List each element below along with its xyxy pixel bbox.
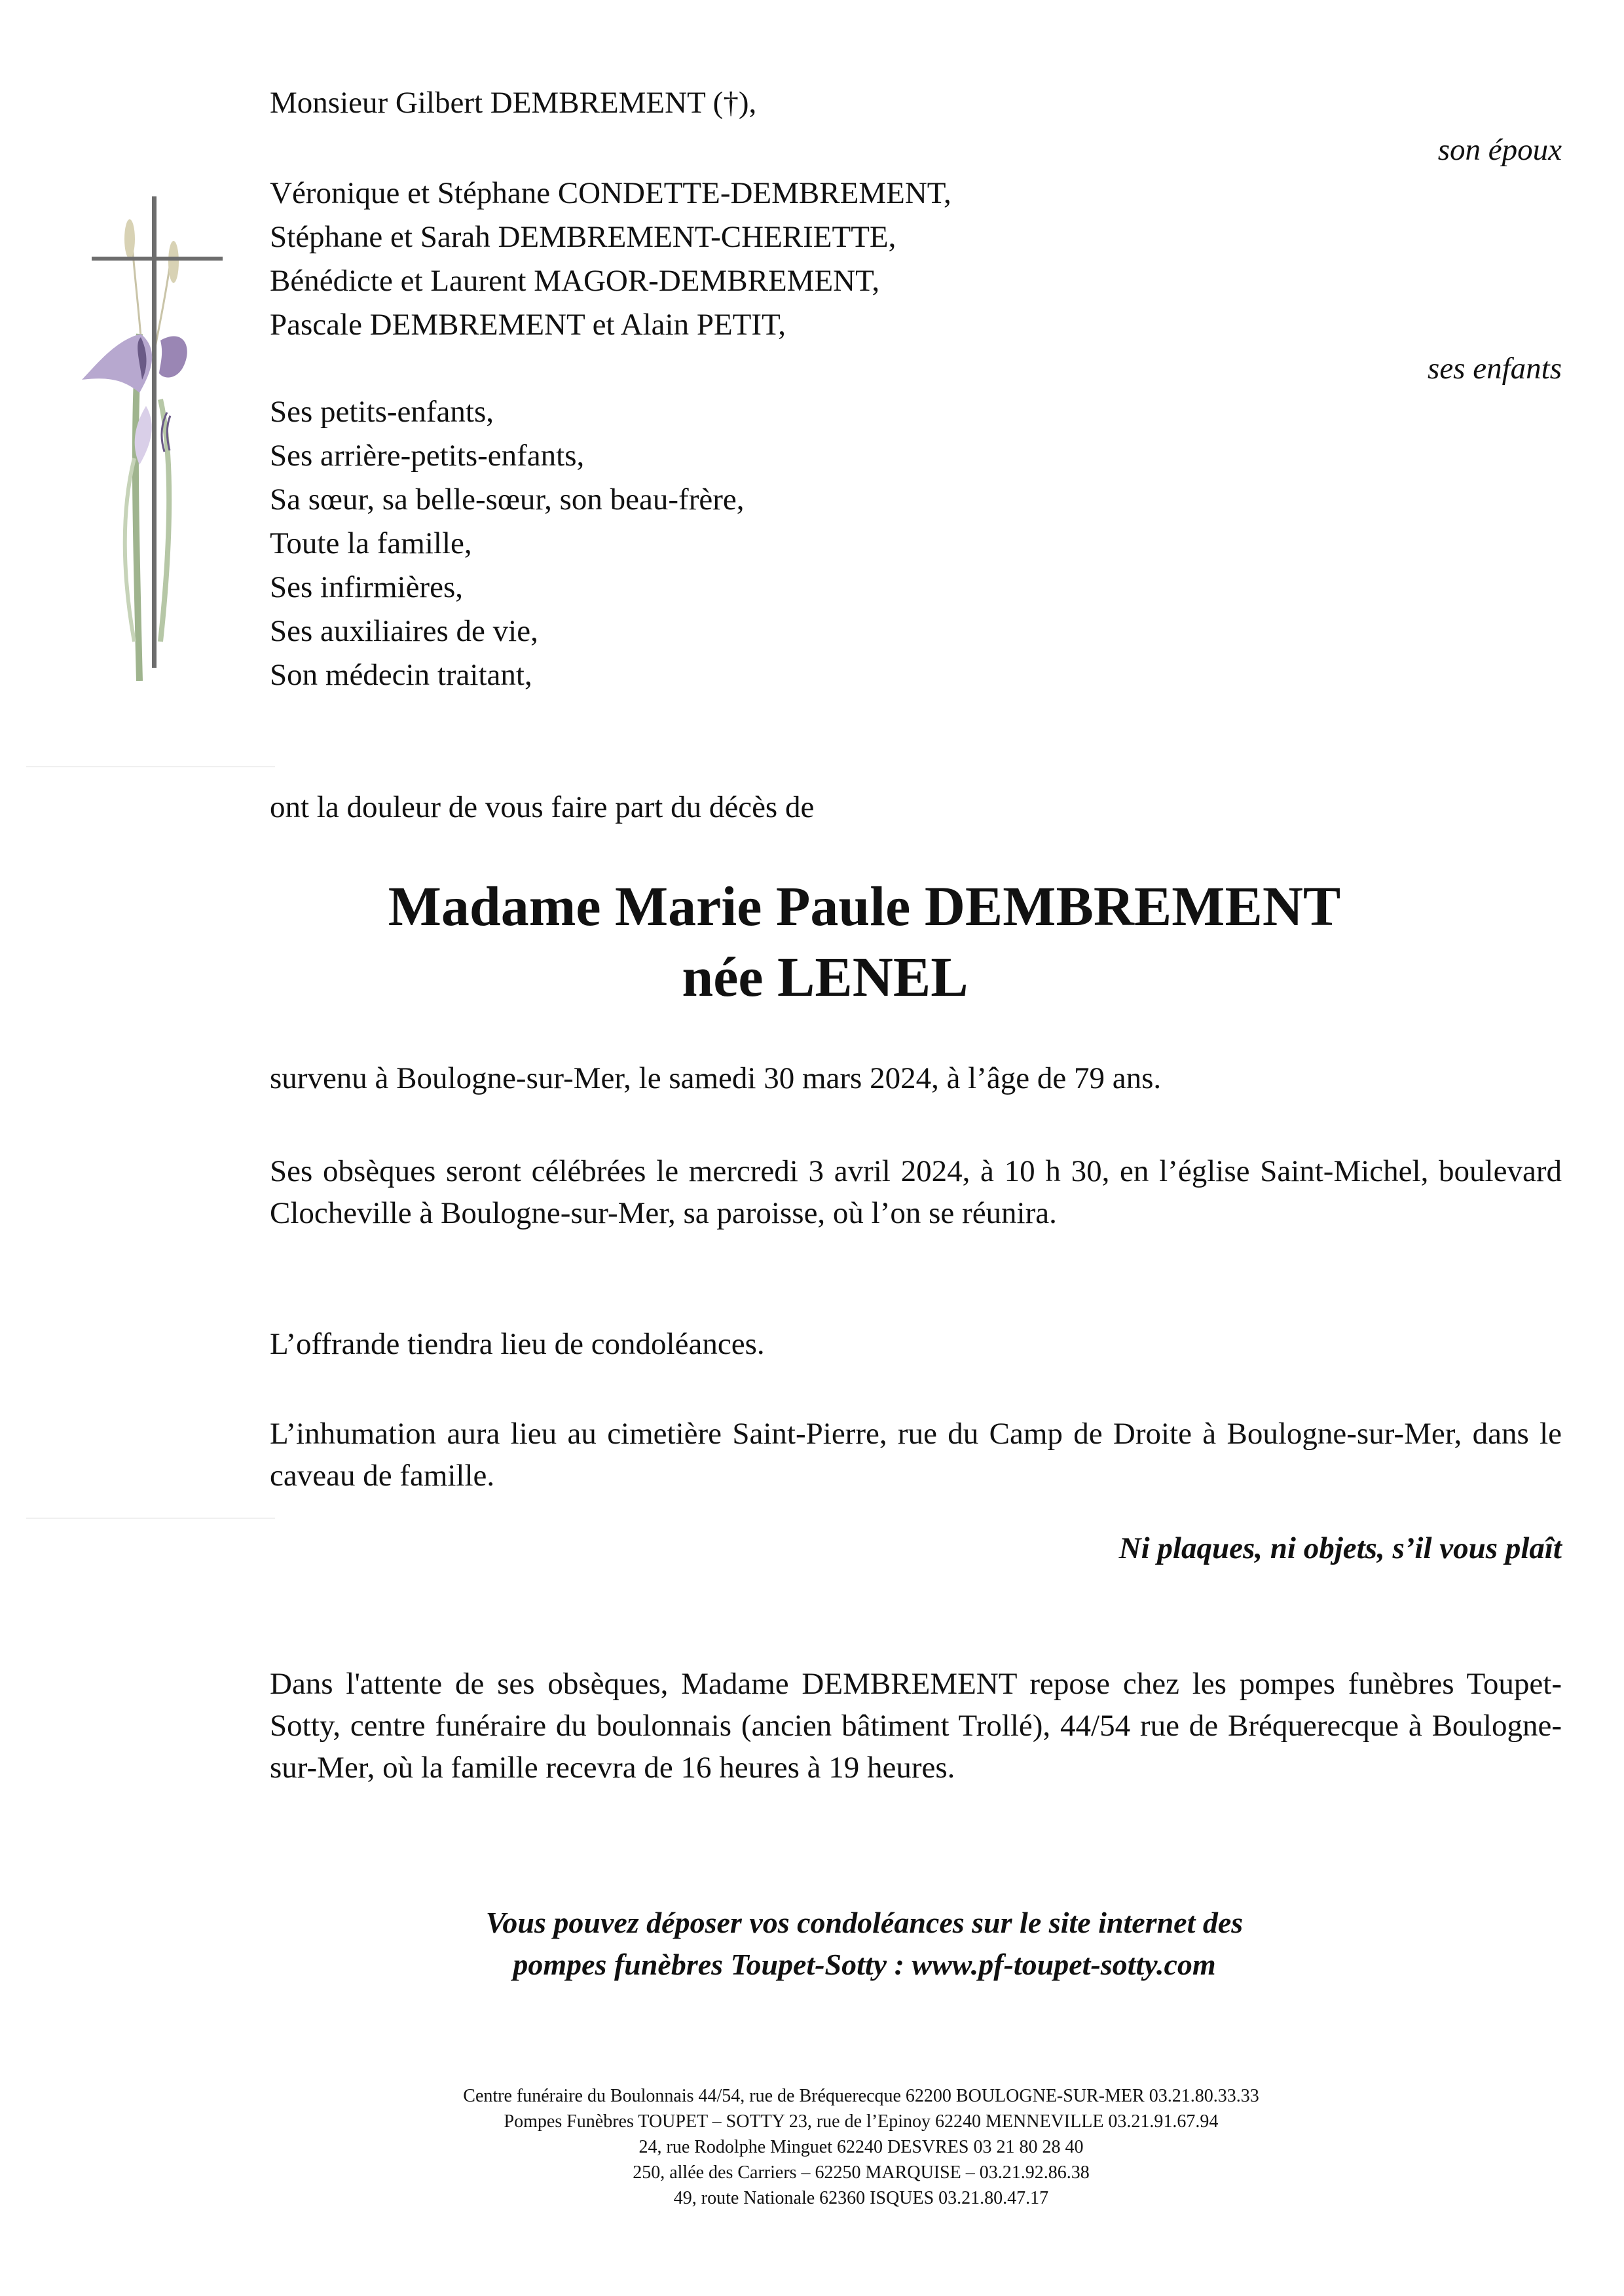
- condolences-line: Vous pouvez déposer vos condoléances sur le site internet des: [485, 1906, 1244, 1939]
- burial-paragraph: L’inhumation aura lieu au cimetière Saint-Pierre, rue du Camp de Droite à Boulogne-sur-Mer, dans le caveau de famille.: [270, 1417, 1562, 1493]
- relative-line: Son médecin traitant,: [270, 658, 532, 692]
- repose-paragraph: Dans l'attente de ses obsèques, Madame DEMBREMENT repose chez les pompes funèbres Toupet-Sotty, centre funéraire du boulonnais (ancien bâtiment Trollé), 44/54 rue de Bréquerecque à Boulogne-sur-Mer, où la famille recevra de 16 heures à 19 heures.: [270, 1667, 1562, 1785]
- relative-line: Ses arrière-petits-enfants,: [270, 439, 585, 473]
- deceased-name: Madame Marie Paule DEMBREMENT: [388, 875, 1341, 938]
- death-line: survenu à Boulogne-sur-Mer, le samedi 30 mars 2024, à l’âge de 79 ans.: [270, 1061, 1162, 1095]
- footer-line: 250, allée des Carriers – 62250 MARQUISE – 03.21.92.86.38: [633, 2162, 1090, 2183]
- child-line: Pascale DEMBREMENT et Alain PETIT,: [270, 308, 786, 342]
- children-role: ses enfants: [1428, 352, 1562, 386]
- footer-line: 24, rue Rodolphe Minguet 62240 DESVRES 03 21 80 28 40: [638, 2137, 1084, 2157]
- condolences-line: pompes funèbres Toupet-Sotty : www.pf-toupet-sotty.com: [513, 1948, 1216, 1981]
- child-line: Bénédicte et Laurent MAGOR-DEMBREMENT,: [270, 264, 880, 298]
- relative-line: Ses auxiliaires de vie,: [270, 614, 538, 648]
- other-relatives-list: [270, 390, 744, 697]
- deceased-name-block: [0, 871, 1624, 1012]
- footer-line: Pompes Funèbres TOUPET – SOTTY 23, rue de l’Epinoy 62240 MENNEVILLE 03.21.91.67.94: [504, 2111, 1219, 2132]
- relative-line: Ses infirmières,: [270, 570, 463, 604]
- spouse-line: Monsieur Gilbert DEMBREMENT (†),: [270, 86, 757, 120]
- intro-line: ont la douleur de vous faire part du décès de: [270, 790, 815, 824]
- child-line: Véronique et Stéphane CONDETTE-DEMBREMENT,: [270, 176, 951, 210]
- condolences-block: [0, 1902, 1624, 1986]
- divider: [26, 1518, 275, 1519]
- footer-line: 49, route Nationale 62360 ISQUES 03.21.80.47.17: [673, 2188, 1049, 2208]
- child-line: Stéphane et Sarah DEMBREMENT-CHERIETTE,: [270, 220, 896, 254]
- spouse-role: son époux: [1437, 133, 1562, 167]
- maiden-name: née LENEL: [682, 945, 969, 1008]
- children-list: [270, 172, 951, 347]
- relative-line: Toute la famille,: [270, 526, 472, 560]
- relative-line: Ses petits-enfants,: [270, 395, 494, 429]
- footer-addresses: [0, 2083, 1624, 2211]
- offering-line: L’offrande tiendra lieu de condoléances.: [270, 1327, 765, 1361]
- divider: [26, 766, 275, 767]
- cross-lily-icon: [62, 183, 239, 687]
- no-plaques-note: Ni plaques, ni objets, s’il vous plaît: [1118, 1531, 1562, 1565]
- footer-line: Centre funéraire du Boulonnais 44/54, rue de Bréquerecque 62200 BOULOGNE-SUR-MER 03.21.80.33.33: [463, 2086, 1259, 2106]
- funeral-paragraph: Ses obsèques seront célébrées le mercredi 3 avril 2024, à 10 h 30, en l’église Saint-Michel, boulevard Clocheville à Boulogne-sur-Mer, sa paroisse, où l’on se réunira.: [270, 1154, 1562, 1230]
- relative-line: Sa sœur, sa belle-sœur, son beau-frère,: [270, 483, 745, 517]
